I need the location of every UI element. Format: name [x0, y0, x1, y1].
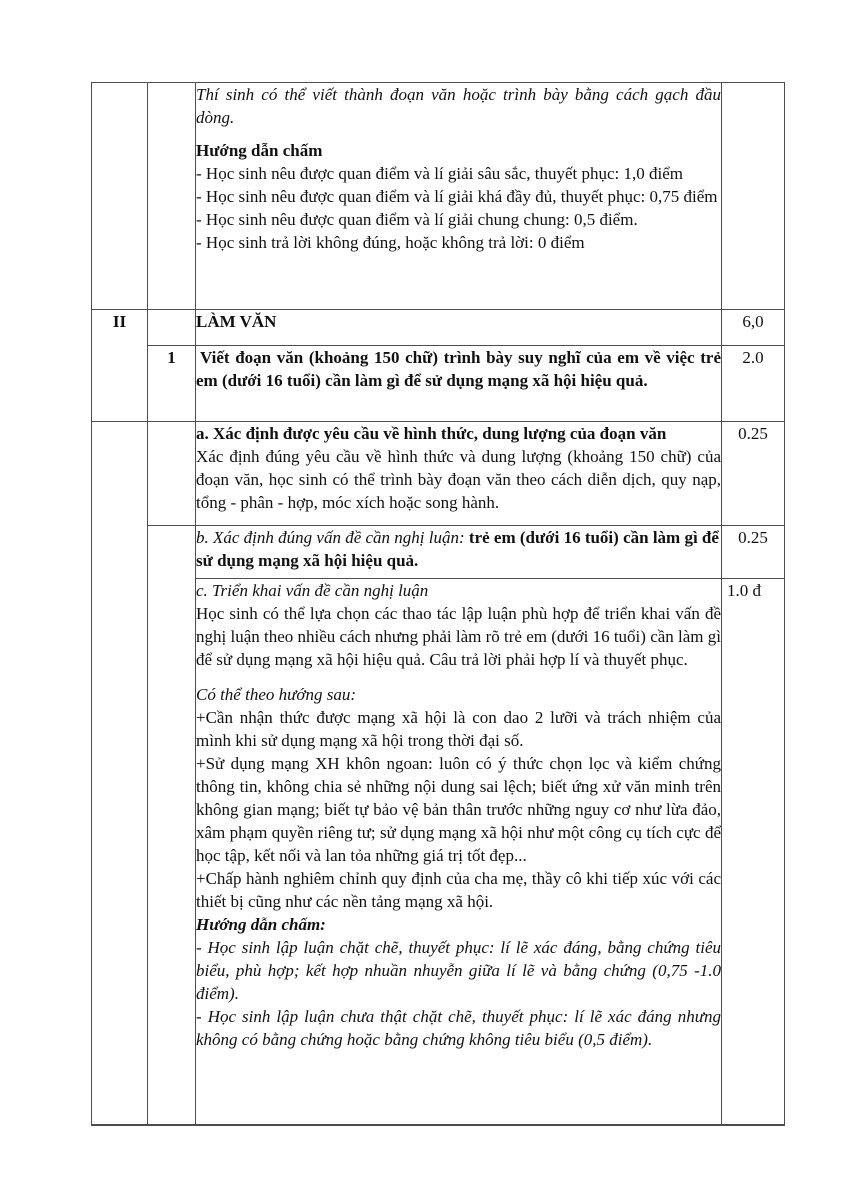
part-b-score-cell: [722, 526, 785, 579]
row-part-a: [92, 422, 785, 526]
content-cell-part-c: [196, 579, 722, 1126]
content-cell-question-title: [196, 346, 722, 422]
part-c-score-cell: [722, 579, 785, 1126]
question-score: 2.0: [742, 348, 764, 367]
part-c-score: 1.0 đ: [727, 581, 761, 600]
row-reading-note: [92, 83, 785, 310]
grading-guide-heading: Hướng dẫn chấm: [196, 141, 323, 160]
answer-key-table: [91, 82, 785, 1126]
content-cell-section-title: [196, 310, 722, 346]
part-c-intro: Học sinh có thể lựa chọn các thao tác lập luận phù hợp để triển khai vấn đề nghị luận theo nhiều cách nhưng phải làm rõ trẻ em (dưới 16 tuổi) cần làm gì để sử dụng mạng xã hội hiệu quả. Câu trả lời phải hợp lí và thuyết phục.: [196, 604, 721, 669]
part-b-label: b. Xác định đúng vấn đề cần nghị luận:: [196, 528, 469, 547]
row-question1: [92, 346, 785, 422]
grading-criterion: - Học sinh nêu được quan điểm và lí giải khá đầy đủ, thuyết phục: 0,75 điểm: [196, 187, 718, 206]
part-c-grading-heading: Hướng dẫn chấm:: [196, 915, 326, 934]
grading-criterion: - Học sinh nêu được quan điểm và lí giải sâu sắc, thuyết phục: 1,0 điểm: [196, 164, 684, 183]
question-number-cell: [148, 346, 196, 422]
row-part-b: [92, 526, 785, 579]
part-a-text: [196, 422, 721, 514]
part-a-score-cell: [722, 422, 785, 526]
numeral-cell-empty: [92, 83, 148, 310]
sub-number-cell-empty: [148, 526, 196, 1126]
content-cell-reading-note: [196, 83, 722, 310]
part-a-body: Xác định đúng yêu cầu về hình thức và dung lượng (khoảng 150 chữ) của đoạn văn, học sinh có thể trình bày đoạn văn theo cách diễn dịch, quy nạp, tổng - phân - hợp, móc xích hoặc song hành.: [196, 447, 721, 512]
part-b-score: 0.25: [738, 528, 768, 547]
row-section2-header: [92, 310, 785, 346]
part-b-text: [196, 526, 721, 572]
section-numeral: II: [112, 312, 127, 331]
part-c-suggestion: +Sử dụng mạng XH khôn ngoan: luôn có ý thức chọn lọc và kiểm chứng thông tin, không chia sẻ những nội dung sai lệch; biết ứng xử văn minh trên không gian mạng; biết tự bảo vệ bản thân trước những nguy cơ như lừa đảo, xâm phạm quyền riêng tư; sử dụng mạng xã hội như một công cụ tích cực để học tập, kết nối và lan tỏa những giá trị tốt đẹp...: [196, 754, 721, 865]
section-score-cell: [722, 310, 785, 346]
sub-number-cell-empty: [148, 422, 196, 526]
content-cell-part-b: [196, 526, 722, 579]
score-cell-empty: [722, 83, 785, 310]
part-c-heading: c. Triển khai vấn đề cần nghị luận: [196, 581, 429, 600]
row-part-c: [92, 579, 785, 1126]
section-numeral-cell: [92, 310, 148, 422]
section-title: LÀM VĂN: [196, 312, 277, 331]
part-b-statement: trẻ em (dưới 16 tuổi) cần làm gì để sử dụng mạng xã hội hiệu quả.: [196, 528, 719, 570]
part-c-suggestion-label: Có thể theo hướng sau:: [196, 685, 356, 704]
part-c-grading-criterion: - Học sinh lập luận chưa thật chặt chẽ, thuyết phục: lí lẽ xác đáng nhưng không có bằng chứng hoặc bằng chứng không tiêu biểu (0,5 điểm).: [196, 1007, 721, 1049]
question-title: Viết đoạn văn (khoảng 150 chữ) trình bày suy nghĩ của em về việc trẻ em (dưới 16 tuổi) cần làm gì để sử dụng mạng xã hội hiệu quả.: [196, 348, 721, 390]
sub-number-cell-empty: [148, 310, 196, 346]
sub-number-cell-empty: [148, 83, 196, 310]
grading-criterion: - Học sinh trả lời không đúng, hoặc không trả lời: 0 điểm: [196, 233, 585, 252]
grading-criterion: - Học sinh nêu được quan điểm và lí giải chung chung: 0,5 điểm.: [196, 210, 638, 229]
candidate-note: Thí sinh có thể viết thành đoạn văn hoặc trình bày bằng cách gạch đầu dòng.: [196, 85, 721, 127]
part-a-score: 0.25: [738, 424, 768, 443]
question-number: 1: [167, 348, 176, 367]
content-cell-part-a: [196, 422, 722, 526]
part-c-suggestion: +Chấp hành nghiêm chỉnh quy định của cha mẹ, thầy cô khi tiếp xúc với các thiết bị cũng như các nền tảng mạng xã hội.: [196, 869, 721, 911]
numeral-cell-empty: [92, 422, 148, 1126]
part-c-suggestion: +Cần nhận thức được mạng xã hội là con dao 2 lưỡi và trách nhiệm của mình khi sử dụng mạng xã hội trong thời đại số.: [196, 708, 721, 750]
section-score: 6,0: [742, 312, 764, 331]
part-a-heading: a. Xác định được yêu cầu về hình thức, dung lượng của đoạn văn: [196, 424, 667, 443]
part-c-grading-criterion: - Học sinh lập luận chặt chẽ, thuyết phục: lí lẽ xác đáng, bằng chứng tiêu biểu, phù hợp; kết hợp nhuần nhuyễn giữa lí lẽ và bằng chứng (0,75 -1.0 điểm).: [196, 938, 721, 1003]
question-score-cell: [722, 346, 785, 422]
